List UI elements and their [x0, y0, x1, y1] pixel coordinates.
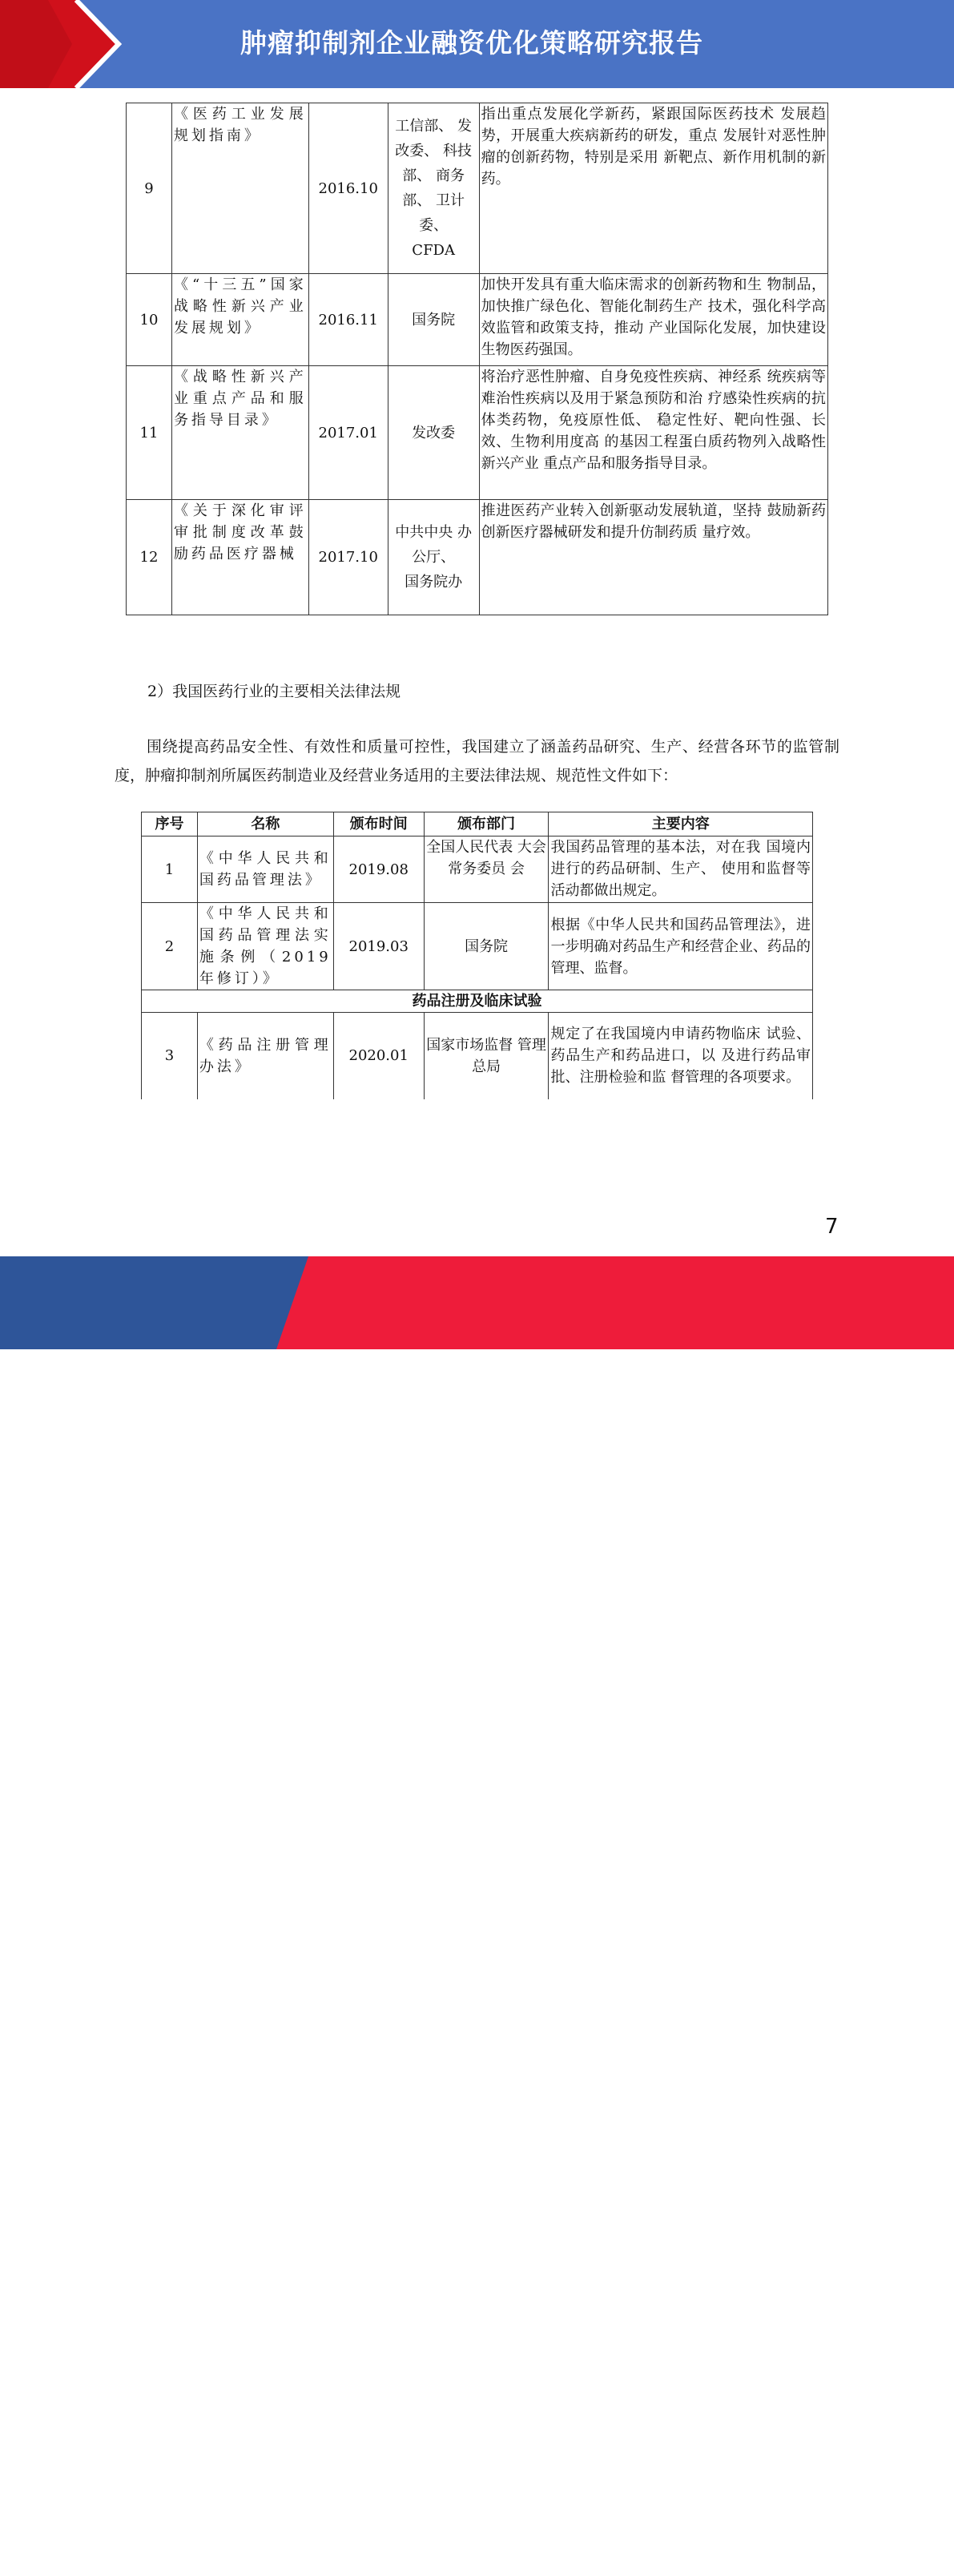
dept-line: 委、 [419, 217, 449, 234]
row-number: 1 [142, 836, 198, 903]
table-row [142, 1013, 813, 1099]
dept-line: CFDA [412, 242, 455, 259]
law-name: 《中华人民共和国药品管理法实施条例（2019年修订）》 [197, 903, 333, 990]
row-number: 11 [127, 366, 172, 500]
column-header: 颁布部门 [424, 812, 549, 836]
page-number: 7 [825, 1215, 839, 1239]
dept-line: 公厅、 [412, 549, 456, 566]
policy-name: 《“十三五”国家战略性新兴产业发展规划》 [171, 274, 308, 366]
row-number: 12 [127, 500, 172, 615]
policy-table [126, 103, 828, 615]
issue-date: 2019.03 [333, 903, 424, 990]
column-header: 名称 [197, 812, 333, 836]
report-title: 肿瘤抑制剂企业融资优化策略研究报告 [240, 27, 703, 58]
issuing-department [388, 500, 479, 615]
issuing-department: 国务院 [388, 274, 479, 366]
issuing-department: 发改委 [388, 366, 479, 500]
main-content: 规定了在我国境内申请药物临床 试验、药品生产和药品进口，以 及进行药品审批、注册检验和监 督管理的各项要求。 [549, 1013, 813, 1099]
table-header-row [142, 812, 813, 836]
main-content: 我国药品管理的基本法，对在我 国境内进行的药品研制、生产、 使用和监督等活动都做出规定。 [549, 836, 813, 903]
dept-line: 改委、 科技 [395, 143, 473, 159]
regulations-table [141, 812, 813, 1099]
section-heading: 2）我国医药行业的主要相关法律法规 [147, 683, 401, 700]
footer-slogan-right: 行业专家、管理专家、营销专家、战略专家、成功企业家…… [318, 2551, 903, 2575]
dept-line: 部、 卫计 [402, 192, 465, 209]
footer-slogan-left: 让每个人都能成为 [115, 2551, 288, 2575]
issuing-department: 全国人民代表 大会常务委员 会 [424, 836, 549, 903]
main-content: 根据《中华人民共和国药品管理法》，进一步明确对药品生产和经营企业、药品的管理、监督。 [549, 903, 813, 990]
section-label: 药品注册及临床试验 [142, 990, 813, 1013]
dept-line: 中共中央 办 [395, 524, 473, 541]
issue-date: 2016.11 [308, 274, 388, 366]
row-number: 2 [142, 903, 198, 990]
page-header [0, 0, 954, 88]
row-number: 9 [127, 103, 172, 274]
policy-name: 《战略性新兴产业重点产品和服务指导目录》 [171, 366, 308, 500]
page-footer [0, 1256, 954, 2575]
table-row [142, 836, 813, 903]
table-row [127, 103, 828, 274]
issue-date: 2017.01 [308, 366, 388, 500]
issue-date: 2020.01 [333, 1013, 424, 1099]
row-number: 3 [142, 1013, 198, 1099]
row-number: 10 [127, 274, 172, 366]
main-content: 指出重点发展化学新药，紧跟国际医药技术 发展趋势，开展重大疾病新药的研发，重点 发展针对恶性肿瘤的创新药物，特别是采用 新靶点、新作用机制的新药。 [479, 103, 827, 274]
table-row [127, 274, 828, 366]
issuing-department: 国家市场监督 管理总局 [424, 1013, 549, 1099]
main-content: 将治疗恶性肿瘤、自身免疫性疾病、神经系 统疾病等难治性疾病以及用于紧急预防和治 疗感染性疾病的抗体类药物，免疫原性低、 稳定性好、靶向性强、长效、生物利用度高 的基因工程蛋白质药物列入战略性新兴产业 重点产品和服务指导目录。 [479, 366, 827, 500]
main-content: 推进医药产业转入创新驱动发展轨道，坚持 鼓励新药创新医疗器械研发和提升仿制药质 量疗效。 [479, 500, 827, 615]
footer-banner-graphic [0, 1256, 954, 1349]
table-row [142, 903, 813, 990]
issue-date: 2019.08 [333, 836, 424, 903]
table-row [127, 500, 828, 615]
issue-date: 2016.10 [308, 103, 388, 274]
issuing-department [388, 103, 479, 274]
column-header: 主要内容 [549, 812, 813, 836]
column-header: 序号 [142, 812, 198, 836]
policy-name: 《医药工业发展规划指南》 [171, 103, 308, 274]
law-name: 《中华人民共和国药品管理法》 [197, 836, 333, 903]
table-section-row [142, 990, 813, 1013]
dept-line: 工信部、 发 [395, 118, 473, 135]
law-name: 《药品注册管理办法》 [197, 1013, 333, 1099]
column-header: 颁布时间 [333, 812, 424, 836]
table-row [127, 366, 828, 500]
main-content: 加快开发具有重大临床需求的创新药物和生 物制品，加快推广绿色化、智能化制药生产 技术，强化科学高效监管和政策支持，推动 产业国际化发展，加快建设生物医药强国。 [479, 274, 827, 366]
policy-name: 《关于深化审评审批制度改革鼓励药品医疗器械 [171, 500, 308, 615]
issue-date: 2017.10 [308, 500, 388, 615]
issuing-department: 国务院 [424, 903, 549, 990]
dept-line: 部、 商务 [402, 167, 465, 184]
body-paragraph: 围绕提高药品安全性、有效性和质量可控性，我国建立了涵盖药品研究、生产、经营各环节的监管制度，肿瘤抑制剂所属医药制造业及经营业务适用的主要法律法规、规范性文件如下： [115, 738, 839, 784]
dept-line: 国务院办 [405, 574, 463, 591]
